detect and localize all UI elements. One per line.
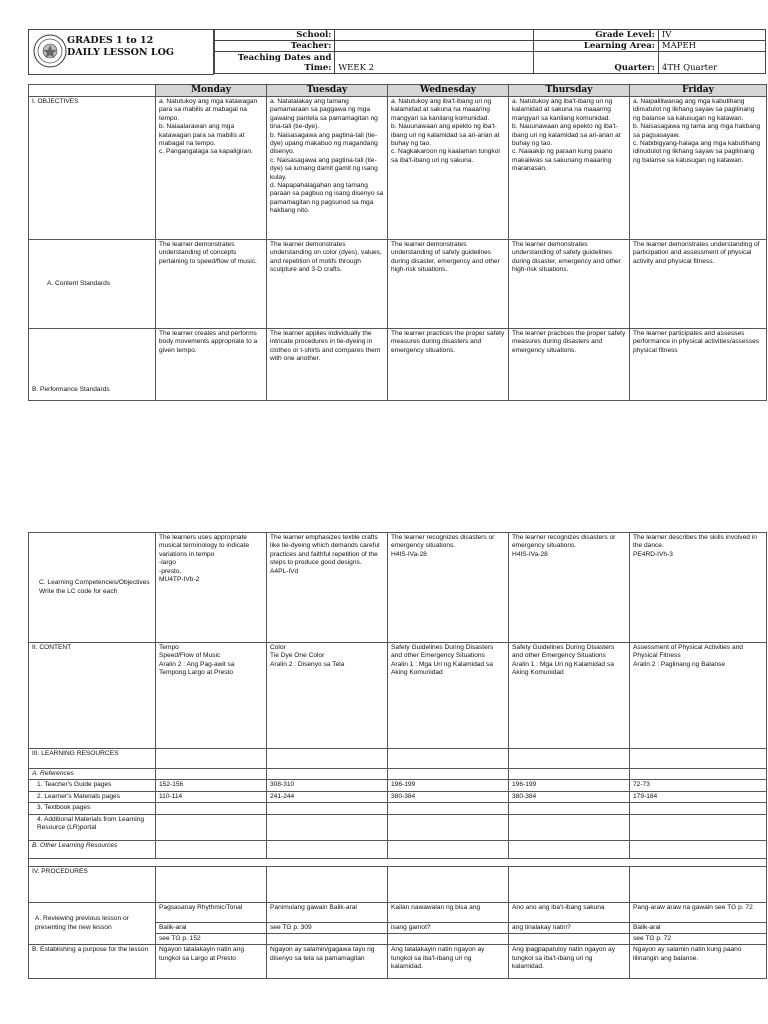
additional-materials-monday[interactable] [156, 814, 267, 840]
day-header-tuesday: Tuesday [267, 85, 388, 97]
purpose-row [29, 945, 767, 979]
spacer-cell [29, 858, 767, 866]
teaching-dates-value[interactable]: WEEK 2 [335, 52, 534, 74]
objectives-label: I. OBJECTIVES [29, 97, 156, 240]
day-header-thursday: Thursday [509, 85, 630, 97]
title-line-2: DAILY LESSON LOG [67, 47, 174, 58]
performance-standards-row [29, 329, 767, 401]
header-title-box [28, 29, 214, 75]
learners-materials-tuesday[interactable]: 241-244 [267, 791, 388, 802]
review-label: A. Reviewing previous lesson or presenting the new lesson [29, 902, 156, 945]
content-monday[interactable]: Tempo Speed/Flow of Music Aralin 2 : Ang Pag-awit sa Tempong Largo at Presto [156, 643, 267, 749]
learning-resources-friday[interactable] [630, 749, 767, 769]
grade-level-value[interactable]: IV [658, 30, 765, 41]
learning-resources-row [29, 749, 767, 769]
additional-materials-thursday[interactable] [509, 814, 630, 840]
review-sub2-friday[interactable]: see TG p. 72 [630, 934, 767, 945]
procedures-monday[interactable] [156, 866, 267, 902]
teachers-guide-label: 1. Teacher's Guide pages [29, 780, 156, 791]
objectives-table [28, 84, 767, 401]
references-row [29, 769, 767, 780]
other-resources-label: B. Other Learning Resources [29, 840, 156, 858]
teaching-dates-label: Teaching Dates and Time: [215, 52, 335, 74]
content-tuesday[interactable]: Color Tie Dye One Color Aralin 2 : Disenyo sa Tela [267, 643, 388, 749]
procedures-thursday[interactable] [509, 866, 630, 902]
other-resources-monday[interactable] [156, 840, 267, 858]
teacher-label: Teacher: [215, 41, 335, 52]
objectives-row [29, 97, 767, 240]
textbook-monday[interactable] [156, 803, 267, 814]
learners-materials-friday[interactable]: 179-184 [630, 791, 767, 802]
procedures-row [29, 866, 767, 902]
quarter-value[interactable]: 4TH Quarter [658, 52, 765, 74]
content-row [29, 643, 767, 749]
day-header-row [29, 85, 767, 97]
references-thursday[interactable] [509, 769, 630, 780]
content-wednesday[interactable]: Safety Guidelines During Disasters and other Emergency Situations Aralin 1 : Mga Uri ng Kalamidad sa Aking Komunidad [388, 643, 509, 749]
purpose-thursday[interactable]: Ang ipagpapatuloy natin ngayon ay tungkol sa iba't-ibang uri ng kalamidad. [509, 945, 630, 979]
textbook-thursday[interactable] [509, 803, 630, 814]
learning-resources-tuesday[interactable] [267, 749, 388, 769]
content-standards-wednesday[interactable]: The learner demonstrates understanding of safety guidelines during disaster, emergency and other high-risk situations. [388, 240, 509, 329]
teachers-guide-monday[interactable]: 152-156 [156, 780, 267, 791]
references-wednesday[interactable] [388, 769, 509, 780]
purpose-label: B. Establishing a purpose for the lesson [29, 945, 156, 979]
textbook-row [29, 803, 767, 814]
content-thursday[interactable]: Safety Guidelines During Disasters and other Emergency Situations Aralin 1 : Mga Uri ng Kalamidad sa Aking Komunidad [509, 643, 630, 749]
performance-standards-label: B. Performance Standards [29, 329, 156, 401]
learning-resources-label: III. LEARNING RESOURCES [29, 749, 156, 769]
review-sub2-tuesday[interactable] [267, 934, 388, 945]
procedures-wednesday[interactable] [388, 866, 509, 902]
competencies-tuesday[interactable]: The learner emphasizes textile crafts like tie-dyeing which demands careful practices and faithful repetition of the steps to produce good designs. A4PL-IVd [267, 533, 388, 643]
performance-standards-tuesday[interactable]: The learner applies individually the intricate procedures in tie-dyeing in clothes or t-shirts and compares them with one another. [267, 329, 388, 401]
other-resources-tuesday[interactable] [267, 840, 388, 858]
additional-materials-row [29, 814, 767, 840]
teachers-guide-friday[interactable]: 72-73 [630, 780, 767, 791]
review-sub1-friday[interactable]: Balik-aral [630, 922, 767, 933]
review-wednesday[interactable]: Kailan nawawalan ng bisa ang [388, 902, 509, 922]
objectives-friday[interactable]: a. Naipaliliwanag ang mga kabutihang idinudulot ng likhang sayaw sa pagliinang ng balanse sa kalusugan ng katawan. b. Naisasagawa ng tama ang mga hakbang sa pagsasayaw. c. Nabibigyang-halaga ang mga kabutihang idinudulot ng likhang sayaw sa pagliinang ng balanse sa kalusugan ng katawan. [630, 97, 767, 240]
content-standards-thursday[interactable]: The learner demonstrates understanding of safety guidelines during disaster, emergency and other high-risk situations. [509, 240, 630, 329]
textbook-friday[interactable] [630, 803, 767, 814]
content-standards-tuesday[interactable]: The learner demonstrates understanding on color (dyes), values, and repetition of motifs through sculpture and 3-D crafts. [267, 240, 388, 329]
learning-area-value[interactable]: MAPEH [658, 41, 765, 52]
objectives-thursday[interactable]: a. Natutukoy ang iba't-ibang uri ng kalamidad at sakuna na maaaring mangyari sa kanilang komunidad. b. Nauunawaan ang epekto ng iba't-ibang uri ng kalamidad sa ari-arian at buhay ng tao. c. Naiaakip ng paraan kung paano makaiiwas sa sakunang maaaring maranasan. [509, 97, 630, 240]
teachers-guide-row [29, 780, 767, 791]
teachers-guide-wednesday[interactable]: 196-199 [388, 780, 509, 791]
review-sub2-thursday[interactable] [509, 934, 630, 945]
teachers-guide-tuesday[interactable]: 308-310 [267, 780, 388, 791]
references-tuesday[interactable] [267, 769, 388, 780]
spacer-row [29, 858, 767, 866]
title-line-1: GRADES 1 to 12 [67, 35, 154, 46]
other-resources-thursday[interactable] [509, 840, 630, 858]
competencies-label: C. Learning Competencies/Objectives Write the LC code for each [29, 533, 156, 643]
competencies-monday[interactable]: The learners uses appropriate musical terminology to indicate variations in tempo -largo -presto. MU4TP-IVb-2 [156, 533, 267, 643]
quarter-label: Quarter: [534, 52, 659, 74]
procedures-friday[interactable] [630, 866, 767, 902]
competencies-table [28, 532, 767, 979]
learners-materials-row [29, 791, 767, 802]
procedures-tuesday[interactable] [267, 866, 388, 902]
teachers-guide-thursday[interactable]: 196-199 [509, 780, 630, 791]
references-friday[interactable] [630, 769, 767, 780]
lesson-log-header [28, 29, 766, 77]
grade-level-label: Grade Level: [534, 30, 659, 41]
teacher-value[interactable] [335, 41, 534, 52]
header-info-table [214, 29, 766, 74]
review-sub1-wednesday[interactable]: isang gamot? [388, 922, 509, 933]
review-thursday[interactable]: Ano ano ang iba't-ibang sakuna [509, 902, 630, 922]
other-resources-wednesday[interactable] [388, 840, 509, 858]
performance-standards-wednesday[interactable]: The learner practices the proper safety measures during disasters and emergency situations. [388, 329, 509, 401]
review-sub1-tuesday[interactable]: see TG p. 309 [267, 922, 388, 933]
purpose-wednesday[interactable]: Ang tatalakayin natin ngayon ay tungkol sa iba't-ibang uri ng kalamidad. [388, 945, 509, 979]
objectives-tuesday[interactable]: a. Natatalakay ang tamang pamamaraan sa paggawa ng mga gawaing pantela sa pamamagitan ng tina-tali (tie-dye). b. Naisasagawa ang pagtina-tali (tie-dye) upang makabuo ng magandang disenyo. c. Naisasagawa ang pagtina-tali (tie-dye) sa iumang damit gamit ng isang kulay. d. Napapahalagahan ang tamang paraan sa pagbuo ng isang disenyo sa pamamagitan ng pagsunod sa mga hakbang nito. [267, 97, 388, 240]
learning-resources-thursday[interactable] [509, 749, 630, 769]
header-title [67, 35, 174, 59]
references-monday[interactable] [156, 769, 267, 780]
competencies-friday[interactable]: The learner describes the skills involved in the dance. PE4RD-IVh-3 [630, 533, 767, 643]
performance-standards-friday[interactable]: The learner participates and assesses performance in physical activities/assesses physical fitness [630, 329, 767, 401]
school-label: School: [215, 30, 335, 41]
day-header-monday: Monday [156, 85, 267, 97]
procedures-label: IV. PROCEDURES [29, 866, 156, 902]
review-friday[interactable]: Pang-araw araw na gawain see TG p. 72 [630, 902, 767, 922]
textbook-tuesday[interactable] [267, 803, 388, 814]
review-tuesday[interactable]: Panimulang gawain Balik-aral [267, 902, 388, 922]
content-friday[interactable]: Assessment of Physical Activities and Physical Fitness Aralin 2 : Paglinang ng Balanse [630, 643, 767, 749]
learners-materials-label: 2. Learner's Materials pages [29, 791, 156, 802]
review-row [29, 902, 767, 922]
learning-resources-wednesday[interactable] [388, 749, 509, 769]
content-standards-label: A. Content Standards [29, 240, 156, 329]
textbook-label: 3. Textbook pages [29, 803, 156, 814]
competencies-row [29, 533, 767, 643]
content-standards-monday[interactable]: The learner demonstrates understanding of concepts pertaining to speed/flow of music. [156, 240, 267, 329]
objectives-wednesday[interactable]: a. Natutukoy ang iba't-ibang uri ng kalamidad at sakuna na maaaring mangyari sa kanilang komunidad. b. Nauunawaan ang epekto ng iba't-ibang uri ng kalamidad sa ari-arian at buhay ng tao. c. Nagkakaroon ng kaalaman tungkol sa iba't-ibang uri ng sakuna. [388, 97, 509, 240]
additional-materials-wednesday[interactable] [388, 814, 509, 840]
deped-seal-icon [33, 34, 67, 68]
performance-standards-thursday[interactable]: The learner practices the proper safety measures during disasters and emergency situations. [509, 329, 630, 401]
school-value[interactable] [335, 30, 534, 41]
day-header-blank [29, 85, 156, 97]
review-sub1-thursday[interactable]: ang tinalakay natin? [509, 922, 630, 933]
content-standards-friday[interactable]: The learner demonstrates understanding of participation and assessment of physical activity and physical fitness. [630, 240, 767, 329]
additional-materials-label: 4. Additional Materials from Learning Resource (LR)portal [29, 814, 156, 840]
day-header-wednesday: Wednesday [388, 85, 509, 97]
content-label: II. CONTENT [29, 643, 156, 749]
learners-materials-wednesday[interactable]: 380-384 [388, 791, 509, 802]
purpose-friday[interactable]: Ngayon ay salamin natin kung paano lilinangin ang balanse. [630, 945, 767, 979]
day-header-friday: Friday [630, 85, 767, 97]
textbook-wednesday[interactable] [388, 803, 509, 814]
other-resources-friday[interactable] [630, 840, 767, 858]
purpose-tuesday[interactable]: Ngayon ay salamin/gagawa tayo ng disenyo sa tela sa pamamagitan [267, 945, 388, 979]
competencies-thursday[interactable]: The learner recognizes disasters or emergency situations. H4IS-IVa-28 [509, 533, 630, 643]
other-resources-row [29, 840, 767, 858]
review-monday[interactable]: Pagsasanay Rhythmic/Tonal [156, 902, 267, 922]
learners-materials-monday[interactable]: 110-114 [156, 791, 267, 802]
references-label: A. References [29, 769, 156, 780]
learning-resources-monday[interactable] [156, 749, 267, 769]
additional-materials-friday[interactable] [630, 814, 767, 840]
performance-standards-monday[interactable]: The learner creates and performs body movements appropriate to a given tempo. [156, 329, 267, 401]
learners-materials-thursday[interactable]: 380-384 [509, 791, 630, 802]
additional-materials-tuesday[interactable] [267, 814, 388, 840]
content-standards-row [29, 240, 767, 329]
purpose-monday[interactable]: Ngayon tatalakayin natin ang tungkol sa Largo at Presto [156, 945, 267, 979]
learning-area-label: Learning Area: [534, 41, 659, 52]
competencies-wednesday[interactable]: The learner recognizes disasters or emergency situations. H4IS-IVa-28 [388, 533, 509, 643]
review-sub1-monday[interactable]: Balik-aral [156, 922, 267, 933]
review-sub2-wednesday[interactable] [388, 934, 509, 945]
review-sub2-monday[interactable]: see TG p. 152 [156, 934, 267, 945]
objectives-monday[interactable]: a. Natutukoy ang mga katawagan para sa mabilis at mabagal na tempo. b. Naiaalarawan ang mga katawagan para sa mabilis at mabagal na tempo. c. Pangangalaga sa kapaligiran. [156, 97, 267, 240]
